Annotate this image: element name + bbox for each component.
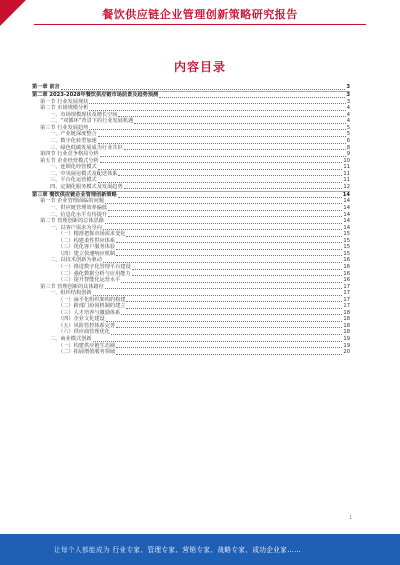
toc-entry-title: （四）企业文化建设 (58, 316, 105, 323)
footer-slogan (54, 544, 301, 554)
report-title: 餐饮供应链企业管理创新策略研究报告 (102, 8, 298, 21)
toc-leader-dots (132, 271, 343, 277)
toc-entry-page: 16 (343, 270, 350, 277)
toc-entry-page: 5 (346, 131, 350, 138)
toc-leader-dots (118, 112, 345, 118)
toc-entry-title: 三、绿色低碳发展成为行业共识 (50, 144, 123, 151)
toc-entry-title: （二）拓展增值服务领域 (58, 349, 116, 356)
toc-entry-page: 11 (343, 164, 350, 171)
toc-entry-title: （五）风险管控体系完善 (58, 322, 116, 329)
toc-entry-title: （三）人才培养与激励体系 (58, 309, 121, 316)
toc-entry-page: 20 (343, 349, 350, 356)
toc-leader-dots (116, 251, 342, 257)
toc-entry-title: 第四节 行业竞争格局分析 (40, 151, 99, 158)
toc-entry-title: （一）推进数字化管理平台建设 (58, 263, 131, 270)
toc-entry-title: 第一节 行业发展现状 (40, 98, 89, 105)
toc-leader-dots (116, 323, 342, 329)
toc-leader-dots (98, 138, 346, 144)
toc-entry-page: 16 (343, 277, 350, 284)
toc-leader-dots (124, 184, 343, 190)
toc-leader-dots (124, 145, 346, 151)
toc-entry-page: 17 (343, 296, 350, 303)
toc-leader-dots (98, 131, 346, 137)
toc-entry-page: 14 (343, 198, 350, 205)
toc-leader-dots (105, 198, 342, 204)
toc-entry-title: 第五节 企业经营模式分析 (40, 157, 99, 164)
toc-leader-dots (103, 225, 343, 231)
toc-entry-page: 15 (343, 231, 350, 238)
toc-entry-page: 18 (343, 316, 350, 323)
toc-entry-title: 二、信息化水平有待提升 (50, 211, 108, 218)
toc-entry-title: （三）提升智能化运营水平 (58, 277, 121, 284)
toc-leader-dots (126, 303, 342, 309)
toc-entry-page: 19 (343, 335, 350, 342)
toc-entry-page: 18 (343, 329, 350, 336)
toc-entry-page: 14 (342, 191, 350, 198)
toc-leader-dots (108, 205, 342, 211)
toc-leader-dots (100, 158, 343, 164)
toc-leader-dots (111, 329, 343, 335)
toc-leader-dots (108, 212, 342, 218)
toc-entry-page: 8 (346, 144, 350, 151)
toc-entry-title: 一、连锁化经营模式 (50, 164, 97, 171)
toc-entry-title: （三）优化客户服务体验 (58, 244, 116, 251)
toc-entry-title: （六）供应商管理优化 (58, 329, 110, 336)
toc-entry-page: 18 (343, 309, 350, 316)
toc-entry-title: （二）强化数据分析与应用能力 (58, 270, 131, 277)
toc-entry-title: 第二节 市场规模分析 (40, 105, 89, 112)
footer-slogan-highlight: 行业专家、管理专家、营销专家、战略专家、成功企业家…… (112, 546, 302, 554)
toc-entry-page: 16 (343, 263, 350, 270)
toc-entry-page: 5 (346, 124, 350, 131)
toc-leader-dots (105, 218, 342, 224)
toc-leader-dots (93, 336, 343, 342)
toc-entry-title: 第二章 2023-2028年餐饮供应链市场前景及趋势预测 (32, 92, 159, 99)
toc-entry-page: 4 (346, 111, 350, 118)
toc-leader-dots (93, 290, 343, 296)
toc-leader-dots (105, 284, 342, 290)
toc-leader-dots (89, 105, 345, 111)
page-number: 1 (349, 515, 352, 520)
toc-leader-dots (121, 310, 342, 316)
toc-entry[interactable] (32, 184, 350, 191)
toc-leader-dots (116, 238, 342, 244)
toc-entry-title: 二、“双循环”背景下的行业发展机遇 (50, 118, 134, 125)
toc-entry-page: 10 (343, 157, 350, 164)
toc-entry-title: 四、定制化服务模式及发展趋势 (50, 183, 123, 190)
toc-entry-title: 一、以客户需求为导向 (50, 224, 102, 231)
toc-entry-page: 3 (346, 98, 350, 105)
toc-leader-dots (126, 297, 342, 303)
footer-banner (0, 534, 400, 565)
toc-entry-title: 第三章 餐饮供应链企业管理创新策略 (32, 191, 117, 198)
toc-entry-page: 17 (343, 290, 350, 297)
toc-entry-title: （一）扁平化组织架构的构建 (58, 296, 126, 303)
toc-entry-title: 第一章 前言 (32, 84, 60, 90)
toc-entry-title: 一、产业链深度整合 (50, 131, 97, 138)
toc-entry-page: 14 (343, 211, 350, 218)
toc-leader-dots (98, 164, 343, 170)
toc-entry-title: 一、供应链管理效率偏低 (50, 205, 108, 212)
toc-entry-page: 3 (346, 84, 350, 90)
toc-entry-page: 9 (346, 151, 350, 158)
toc-entry-title: （二）跨部门协同机制的建立 (58, 303, 126, 310)
toc-heading: 内容目录 (173, 60, 226, 74)
toc-entry-page: 3 (346, 92, 350, 99)
toc-leader-dots (134, 118, 345, 124)
toc-entry-page: 12 (343, 183, 350, 190)
toc-entry-page: 16 (343, 257, 350, 264)
toc-leader-dots (126, 231, 342, 237)
footer-slogan-lead: 让每个人都能成为 (54, 546, 110, 554)
toc-entry-title: 一、组织结构创新 (50, 290, 92, 297)
toc-entry-title: （四）建立快速响应机制 (58, 250, 116, 257)
toc-entry-title: 三、平台化运营模式 (50, 177, 97, 184)
toc-entry-page: 14 (343, 205, 350, 212)
toc-leader-dots (89, 99, 345, 105)
toc-leader-dots (116, 244, 342, 250)
table-of-contents (32, 84, 350, 356)
toc-entry-title: 二、中央厨房模式及配送体系 (50, 170, 118, 177)
toc-entry-page: 18 (343, 322, 350, 329)
toc-entry-title: （一）精准把握市场需求变化 (58, 231, 126, 238)
toc-entry[interactable] (32, 84, 350, 91)
toc-entry-page: 11 (343, 170, 350, 177)
toc-entry-title: 二、以技术创新为驱动 (50, 257, 102, 264)
toc-leader-dots (61, 84, 346, 90)
toc-leader-dots (116, 349, 342, 355)
toc-leader-dots (121, 277, 342, 283)
toc-entry-page: 6 (346, 137, 350, 144)
toc-entry-title: （一）构建供应链生态圈 (58, 342, 116, 349)
toc-leader-dots (116, 343, 342, 349)
toc-entry-page: 14 (343, 224, 350, 231)
toc-entry-title: （二）构建柔性供应体系 (58, 237, 116, 244)
toc-entry-page: 14 (343, 218, 350, 225)
toc-leader-dots (118, 192, 342, 198)
toc-entry-page: 15 (343, 237, 350, 244)
toc-entry-page: 19 (343, 342, 350, 349)
toc-entry-page: 4 (346, 105, 350, 112)
toc-entry-page: 15 (343, 244, 350, 251)
header-divider (34, 24, 366, 25)
toc-entry-title: 第二节 管理创新的总体思路 (40, 218, 104, 225)
toc-leader-dots (89, 125, 345, 131)
toc-entry-title: 第一节 企业管理面临的问题 (40, 198, 104, 205)
toc-entry-title: 第三节 行业发展趋势 (40, 124, 89, 131)
toc-leader-dots (159, 92, 345, 98)
toc-entry-page: 17 (343, 283, 350, 290)
toc-leader-dots (118, 171, 342, 177)
toc-leader-dots (103, 257, 343, 263)
toc-entry-page: 11 (343, 177, 350, 184)
toc-entry[interactable] (32, 349, 350, 356)
toc-leader-dots (132, 264, 343, 270)
toc-entry-page: 17 (343, 303, 350, 310)
toc-entry-title: 第三节 管理创新的具体路径 (40, 283, 104, 290)
toc-entry-page: 4 (346, 118, 350, 125)
toc-entry-title: 二、商业模式创新 (50, 335, 92, 342)
toc-leader-dots (98, 177, 343, 183)
toc-leader-dots (100, 151, 346, 157)
toc-entry-title: 一、市场规模现状及增长空间 (50, 111, 118, 118)
toc-entry-title: 二、数字化转型加速 (50, 137, 97, 144)
toc-entry-page: 15 (343, 250, 350, 257)
toc-leader-dots (106, 316, 343, 322)
page-header (0, 0, 400, 32)
